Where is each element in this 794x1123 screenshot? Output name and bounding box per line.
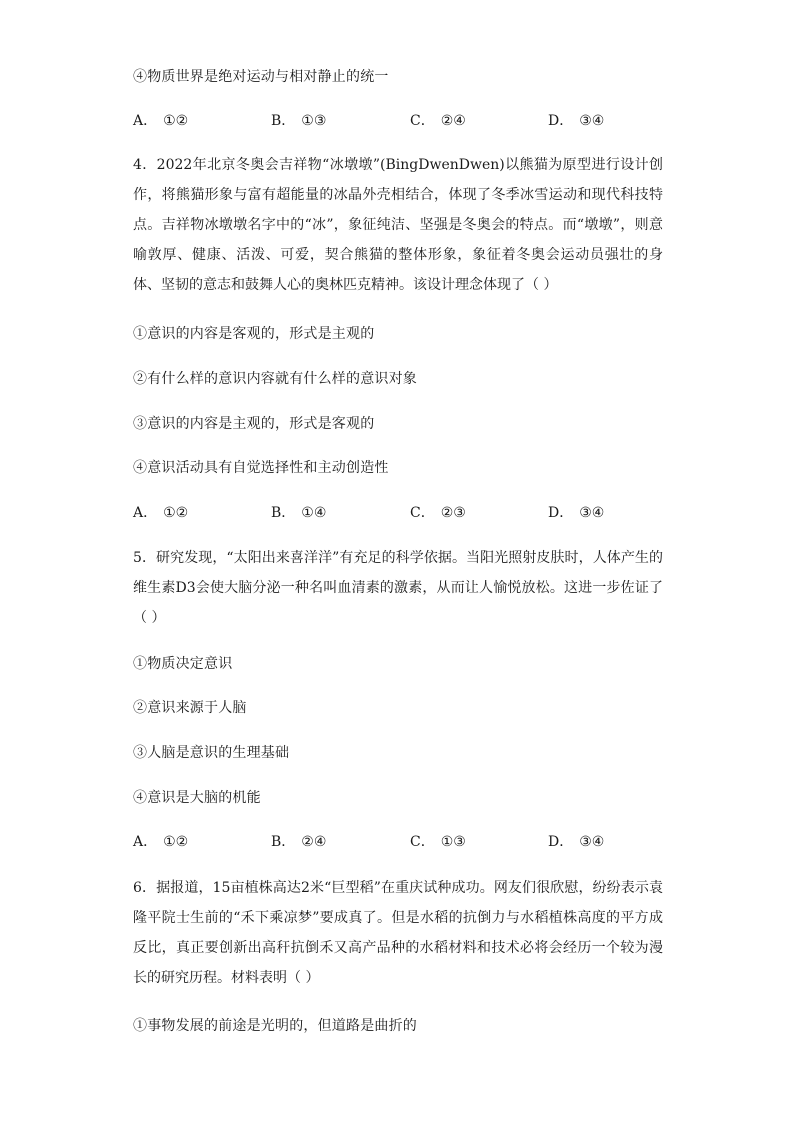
q4-choices — [133, 503, 693, 523]
q5-option-3: ③人脑是意识的生理基础 — [133, 745, 290, 761]
q4-option-2: ②有什么样的意识内容就有什么样的意识对象 — [133, 371, 417, 387]
q3-choice-a: A． ①② — [133, 113, 189, 129]
q4-option-1: ①意识的内容是客观的，形式是主观的 — [133, 326, 375, 342]
q5-stem: 5．研究发现，“太阳出来喜洋洋”有充足的科学依据。当阳光照射皮肤时，人体产生的维生素D3会使大脑分泌一种名叫血清素的激素，从而让人愉悦放松。这进一步佐证了（ ） — [133, 550, 663, 626]
q6-stem: 6．据报道，15亩植株高达2米“巨型稻”在重庆试种成功。网友们很欣慰，纷纷表示袁隆平院士生前的“禾下乘凉梦”要成真了。但是水稻的抗倒力与水稻植株高度的平方成反比，真正要创新出高秆抗倒禾又高产品种的水稻材料和技术必将会经历一个较为漫长的研究历程。材料表明（ ） — [133, 880, 663, 986]
q5-choices — [133, 832, 693, 852]
q3-choice-b: B． ①③ — [271, 113, 327, 129]
q4-choice-d: D． ③④ — [548, 505, 605, 521]
q3-choices — [133, 111, 693, 131]
q5-option-4: ④意识是大脑的机能 — [133, 790, 261, 806]
q5-choice-a: A． ①② — [133, 834, 189, 850]
q4-stem: 4．2022年北京冬奥会吉祥物“冰墩墩”(BingDwenDwen)以熊猫为原型进行设计创作，将熊猫形象与富有超能量的冰晶外壳相结合，体现了冬季冰雪运动和现代科技特点。吉祥物冰墩墩名字中的“冰”，象征纯洁、坚强是冬奥会的特点。而“墩墩”，则意喻敦厚、健康、活泼、可爱，契合熊猫的整体形象，象征着冬奥会运动员强壮的身体、坚韧的意志和鼓舞人心的奥林匹克精神。该设计理念体现了（ ） — [133, 157, 663, 293]
q6-option-1: ①事物发展的前途是光明的，但道路是曲折的 — [133, 1018, 417, 1034]
q4-choice-b: B． ①④ — [271, 505, 327, 521]
q4-choice-c: C． ②③ — [410, 505, 466, 521]
q5-option-2: ②意识来源于人脑 — [133, 700, 247, 716]
q3-choice-d: D． ③④ — [548, 113, 605, 129]
q4-choice-a: A． ①② — [133, 505, 189, 521]
q5-choice-d: D． ③④ — [548, 834, 605, 850]
q4-option-3: ③意识的内容是主观的，形式是客观的 — [133, 416, 375, 432]
q5-option-1: ①物质决定意识 — [133, 656, 233, 672]
q3-option-4: ④物质世界是绝对运动与相对静止的统一 — [133, 69, 389, 85]
q3-choice-c: C． ②④ — [410, 113, 466, 129]
q4-option-4: ④意识活动具有自觉选择性和主动创造性 — [133, 460, 389, 476]
q5-choice-c: C． ①③ — [410, 834, 466, 850]
q5-choice-b: B． ②④ — [271, 834, 327, 850]
